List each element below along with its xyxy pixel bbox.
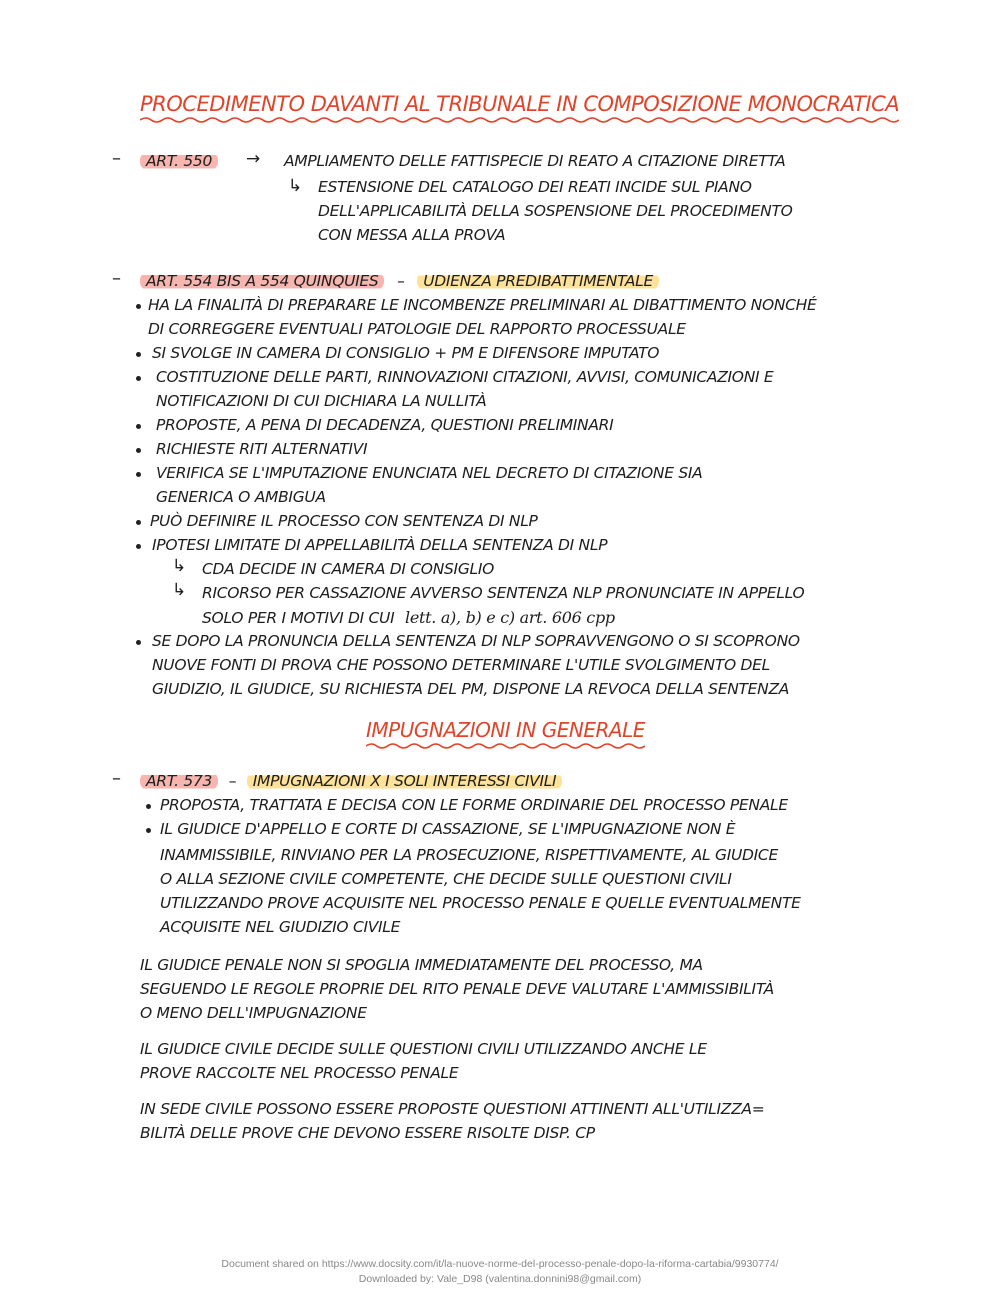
- art-554-b8s2: RICORSO PER CASSAZIONE AVVERSO SENTENZA NLP PRONUNCIATE IN APPELLO: [202, 584, 805, 602]
- art-554-b8s1: CDA DECIDE IN CAMERA DI CONSIGLIO: [202, 560, 495, 578]
- para1-line3: O MENO DELL'IMPUGNAZIONE: [140, 1004, 367, 1022]
- art-573-b2b: INAMMISSIBILE, RINVIANO PER LA PROSECUZIONE, RISPETTIVAMENTE, AL GIUDICE: [160, 846, 778, 864]
- bullet-dot: [136, 304, 141, 309]
- art-554-b6a: VERIFICA SE L'IMPUTAZIONE ENUNCIATA NEL DECRETO DI CITAZIONE SIA: [156, 464, 703, 482]
- art-550-text: AMPLIAMENTO DELLE FATTISPECIE DI REATO A CITAZIONE DIRETTA: [284, 152, 786, 170]
- art-550-sub1: ESTENSIONE DEL CATALOGO DEI REATI INCIDE SUL PIANO: [318, 178, 752, 196]
- bullet-dot: [136, 544, 141, 549]
- bullet-dot: [136, 472, 141, 477]
- art-573-sep: –: [228, 772, 237, 790]
- art-554-b1a: HA LA FINALITÀ DI PREPARARE LE INCOMBENZE PRELIMINARI AL DIBATTIMENTO NONCHÉ: [148, 296, 817, 314]
- footer-downloaded-by: Downloaded by: Vale_D98 (valentina.donnini98@gmail.com): [358, 1273, 642, 1285]
- art-550-line: [140, 152, 218, 170]
- dash-marker: –: [112, 148, 121, 169]
- bullet-dot: [136, 352, 141, 357]
- art-554-label: ART. 554 BIS A 554 QUINQUIES: [140, 272, 384, 290]
- bullet-dot: [136, 640, 141, 645]
- art-554-b8s3: [202, 608, 615, 627]
- art-573-label: ART. 573: [140, 772, 218, 790]
- art-573-b2e: ACQUISITE NEL GIUDIZIO CIVILE: [160, 918, 401, 936]
- art-573-tag: IMPUGNAZIONI X I SOLI INTERESSI CIVILI: [247, 772, 563, 790]
- art-550-sub2: DELL'APPLICABILITÀ DELLA SOSPENSIONE DEL PROCEDIMENTO: [318, 202, 793, 220]
- art-554-b8s3b: lett. a), b) e c) art. 606 cpp: [405, 608, 615, 627]
- art-554-b9b: NUOVE FONTI DI PROVA CHE POSSONO DETERMINARE L'UTILE SVOLGIMENTO DEL: [152, 656, 770, 674]
- bullet-dot: [146, 828, 151, 833]
- para1-line2: SEGUENDO LE REGOLE PROPRIE DEL RITO PENALE DEVE VALUTARE L'AMMISSIBILITÀ: [140, 980, 774, 998]
- art-573-b1: PROPOSTA, TRATTATA E DECISA CON LE FORME ORDINARIE DEL PROCESSO PENALE: [160, 796, 788, 814]
- section-title-tribunale: PROCEDIMENTO DAVANTI AL TRIBUNALE IN COMPOSIZIONE MONOCRATICA: [140, 92, 899, 116]
- art-554-b9c: GIUDIZIO, IL GIUDICE, SU RICHIESTA DEL PM, DISPONE LA REVOCA DELLA SENTENZA: [152, 680, 790, 698]
- art-554-sep: –: [397, 272, 405, 290]
- art-573-b2d: UTILIZZANDO PROVE ACQUISITE NEL PROCESSO PENALE E QUELLE EVENTUALMENTE: [160, 894, 801, 912]
- art-573-line: [140, 772, 562, 790]
- para2-line2: PROVE RACCOLTE NEL PROCESSO PENALE: [140, 1064, 459, 1082]
- sub-arrow-icon: ↳: [172, 580, 187, 600]
- art-550-label: ART. 550: [140, 152, 218, 170]
- dash-marker: –: [112, 768, 121, 789]
- art-554-b8s3a: SOLO PER I MOTIVI DI CUI: [202, 609, 395, 627]
- art-554-b1b: DI CORREGGERE EVENTUALI PATOLOGIE DEL RAPPORTO PROCESSUALE: [148, 320, 686, 338]
- title-underline: [366, 742, 645, 750]
- para3-line2: BILITÀ DELLE PROVE CHE DEVONO ESSERE RISOLTE DISP. CP: [140, 1124, 595, 1142]
- title-underline: [140, 116, 899, 124]
- arrow-right-icon: →: [246, 149, 261, 169]
- art-554-b4: PROPOSTE, A PENA DI DECADENZA, QUESTIONI PRELIMINARI: [156, 416, 614, 434]
- para2-line1: IL GIUDICE CIVILE DECIDE SULLE QUESTIONI CIVILI UTILIZZANDO ANCHE LE: [140, 1040, 707, 1058]
- art-554-b6b: GENERICA O AMBIGUA: [156, 488, 326, 506]
- art-550-sub3: CON MESSA ALLA PROVA: [318, 226, 506, 244]
- para1-line1: IL GIUDICE PENALE NON SI SPOGLIA IMMEDIATAMENTE DEL PROCESSO, MA: [140, 956, 703, 974]
- art-554-line: [140, 272, 659, 290]
- art-573-b2c: O ALLA SEZIONE CIVILE COMPETENTE, CHE DECIDE SULLE QUESTIONI CIVILI: [160, 870, 732, 888]
- footer-shared-link[interactable]: Document shared on https://www.docsity.com/it/la-nuove-norme-del-processo-penale-dopo-la-riforma-cartabia/9930774/: [221, 1258, 779, 1270]
- art-554-b8: IPOTESI LIMITATE DI APPELLABILITÀ DELLA SENTENZA DI NLP: [152, 536, 608, 554]
- art-554-b7: PUÒ DEFINIRE IL PROCESSO CON SENTENZA DI NLP: [150, 512, 538, 530]
- art-573-b2a: IL GIUDICE D'APPELLO E CORTE DI CASSAZIONE, SE L'IMPUGNAZIONE NON È: [160, 820, 736, 838]
- art-554-b3b: NOTIFICAZIONI DI CUI DICHIARA LA NULLITÀ: [156, 392, 487, 410]
- para3-line1: IN SEDE CIVILE POSSONO ESSERE PROPOSTE QUESTIONI ATTINENTI ALL'UTILIZZA=: [140, 1100, 765, 1118]
- sub-arrow-icon: ↳: [288, 176, 303, 196]
- art-554-b9a: SE DOPO LA PRONUNCIA DELLA SENTENZA DI NLP SOPRAVVENGONO O SI SCOPRONO: [152, 632, 800, 650]
- art-554-b3a: COSTITUZIONE DELLE PARTI, RINNOVAZIONI CITAZIONI, AVVISI, COMUNICAZIONI E: [156, 368, 774, 386]
- bullet-dot: [136, 424, 141, 429]
- bullet-dot: [146, 804, 151, 809]
- dash-marker: –: [112, 268, 121, 289]
- bullet-dot: [136, 520, 141, 525]
- art-554-b5: RICHIESTE RITI ALTERNATIVI: [156, 440, 368, 458]
- sub-arrow-icon: ↳: [172, 556, 187, 576]
- art-554-b2: SI SVOLGE IN CAMERA DI CONSIGLIO + PM E DIFENSORE IMPUTATO: [152, 344, 660, 362]
- art-554-tag: UDIENZA PREDIBATTIMENTALE: [417, 272, 659, 290]
- bullet-dot: [136, 448, 141, 453]
- section-title-impugnazioni: IMPUGNAZIONI IN GENERALE: [366, 718, 645, 742]
- bullet-dot: [136, 376, 141, 381]
